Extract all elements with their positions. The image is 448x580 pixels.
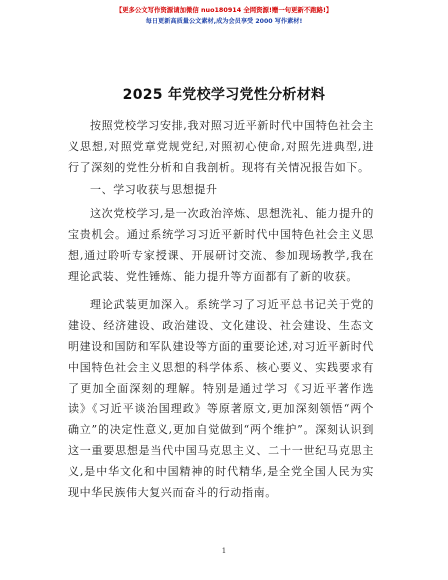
document-title: 2025 年党校学习党性分析材料 — [122, 87, 326, 103]
document-body — [68, 116, 374, 503]
body-paragraph-2: 理论武装更加深入。系统学习了习近平总书记关于党的建设、经济建设、政治建设、文化建设、社会建设、生态文明建设和国防和军队建设等方面的重要论述,对习近平新时代中国特色社会主义思想的科学体系、核心要义、实践要求有了更加全面深刻的理解。特别是通过学习《习近平著作选读》《习近平谈治国理政》等原著原文,更加深刻领悟“两个确立”的决定性意义,更加自觉做到“两个维护”。深刻认识到这一重要思想是当代中国马克思主义、二十一世纪马克思主义,是中华文化和中国精神的时代精华,是全党全国人民为实现中华民族伟大复兴而奋斗的行动指南。 — [68, 298, 374, 499]
intro-paragraph: 按照党校学习安排,我对照习近平新时代中国特色社会主义思想,对照党章党规党纪,对照初心使命,对照先进典型,进行了深刻的党性分析和自我剖析。现将有关情况报告如下。 — [68, 119, 374, 174]
page-number: 1 — [221, 547, 227, 555]
paragraph-spacer — [68, 287, 374, 295]
promo-banner-line-2: 每日更新高质量公文素材,成为会员享受 2000 写作素材! — [145, 18, 303, 25]
body-paragraph-1: 这次党校学习,是一次政治淬炼、思想洗礼、能力提升的宝贵机会。通过系统学习习近平新时代中国特色社会主义思想,通过聆听专家授课、开展研讨交流、参加现场教学,我在理论武装、党性锤炼、能力提升等方面都有了新的收获。 — [68, 207, 374, 283]
promo-banner — [0, 5, 448, 27]
section-heading-1: 一、学习收获与思想提升 — [90, 183, 218, 197]
promo-banner-line-1: 【更多公文写作资源请加微信 nuo180914 全网资源!赠一句更新不跑路!】 — [115, 6, 333, 14]
